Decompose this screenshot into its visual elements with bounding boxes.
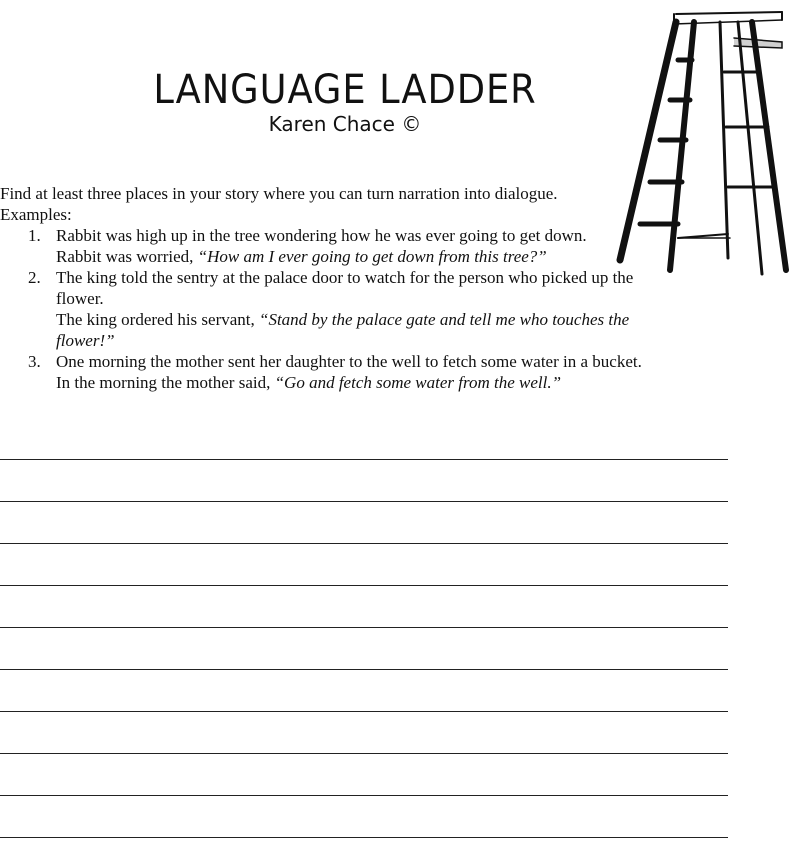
example-narration: One morning the mother sent her daughter to the well to fetch some water in a bucket.	[56, 352, 642, 371]
dialogue-quote: “Stand by the palace gate and tell me who touches the flower!”	[56, 310, 630, 350]
example-item	[0, 351, 640, 393]
author-credit: Karen Chace ©	[268, 112, 422, 136]
instructions-text: Find at least three places in your story where you can turn narration into dialogue.	[0, 184, 558, 203]
writing-line[interactable]	[0, 712, 728, 754]
example-dialogue	[56, 372, 640, 393]
writing-line[interactable]	[0, 544, 728, 586]
example-narration: Rabbit was high up in the tree wondering how he was ever going to get down.	[56, 226, 587, 245]
writing-line[interactable]	[0, 502, 728, 544]
example-dialogue	[56, 309, 640, 351]
example-item	[0, 225, 640, 267]
example-number: 1.	[28, 226, 41, 245]
example-number: 3.	[28, 352, 41, 371]
example-dialogue	[56, 246, 640, 267]
writing-line[interactable]	[0, 754, 728, 796]
page-title: LANGUAGE LADDER	[153, 67, 537, 113]
dialogue-intro: Rabbit was worried,	[56, 247, 194, 266]
examples-list	[0, 225, 640, 393]
example-number: 2.	[28, 268, 41, 287]
dialogue-quote: “Go and fetch some water from the well.”	[274, 373, 562, 392]
dialogue-intro: The king ordered his servant,	[56, 310, 255, 329]
example-narration: The king told the sentry at the palace door to watch for the person who picked up the flower.	[56, 268, 634, 308]
dialogue-quote: “How am I ever going to get down from this tree?”	[197, 247, 547, 266]
writing-line[interactable]	[0, 418, 728, 460]
writing-line[interactable]	[0, 670, 728, 712]
example-item	[0, 267, 640, 351]
writing-line[interactable]	[0, 796, 728, 838]
writing-lines	[0, 418, 728, 838]
dialogue-intro: In the morning the mother said,	[56, 373, 271, 392]
writing-line[interactable]	[0, 586, 728, 628]
writing-line[interactable]	[0, 628, 728, 670]
instructions-section	[0, 183, 640, 393]
writing-line[interactable]	[0, 460, 728, 502]
examples-label: Examples:	[0, 205, 72, 224]
